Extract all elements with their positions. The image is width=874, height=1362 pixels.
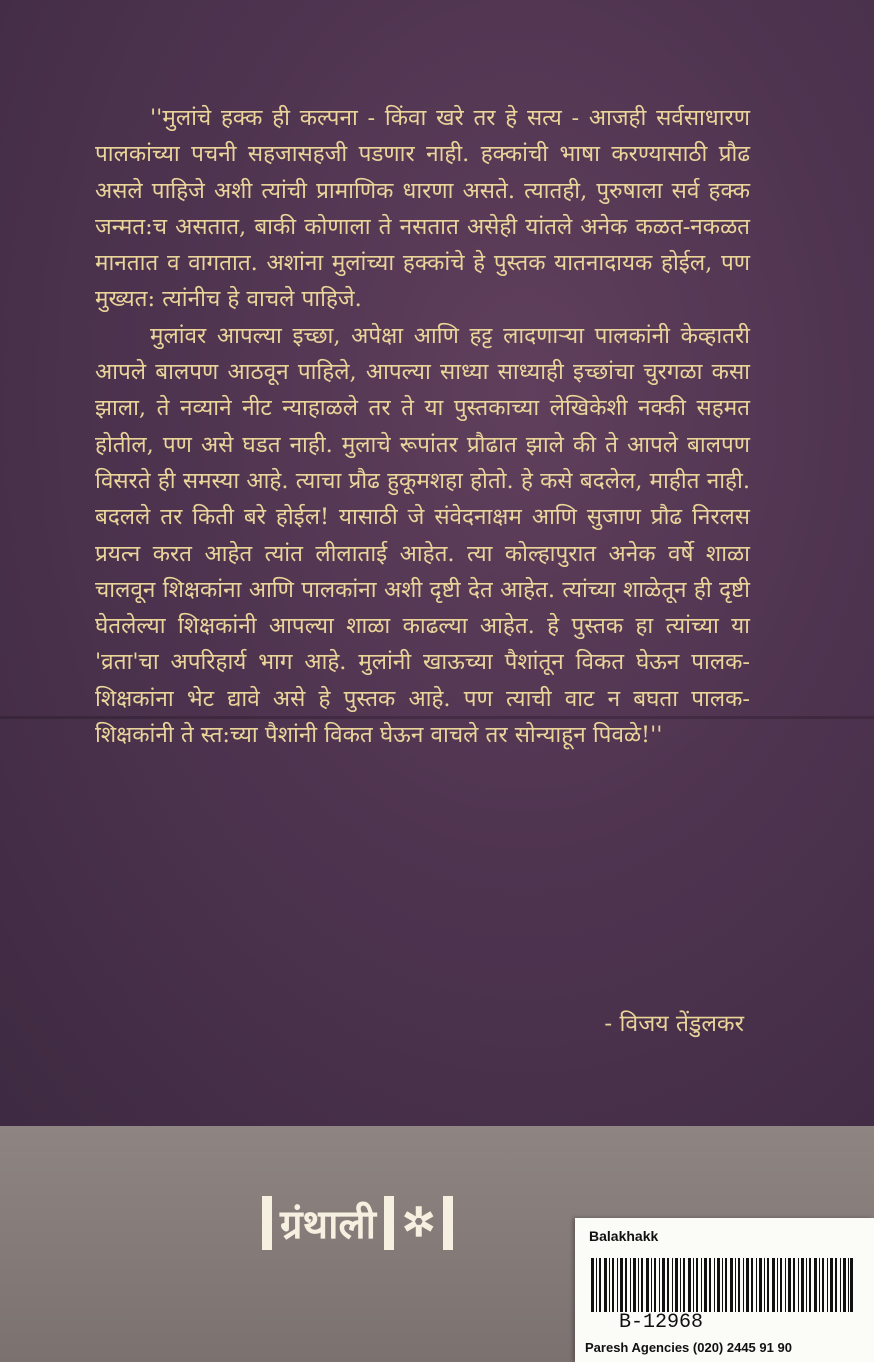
logo-bars-icon (262, 1196, 272, 1250)
author-signature: - विजय तेंडुलकर (604, 1011, 744, 1037)
label-title: Balakhakk (589, 1228, 659, 1244)
library-barcode-label (575, 1218, 874, 1362)
barcode-icon (591, 1258, 853, 1312)
agency-text: Paresh Agencies (020) 2445 91 90 (585, 1340, 792, 1355)
blurb-paragraph-2: मुलांवर आपल्या इच्छा, अपेक्षा आणि हट्ट लादणाऱ्या पालकांनी केव्हातरी आपले बालपण आठवून पाहिले, आपल्या साध्या साध्याही इच्छांचा चुरगळा कसा झाला, ते नव्याने नीट न्याहाळले तर ते या पुस्तकाच्या लेखिकेशी नक्की सहमत होतील, पण असे घडत नाही. मुलाचे रूपांतर प्रौढात झाले की ते आपले बालपण विसरते ही समस्या आहे. त्याचा प्रौढ हुकूमशहा होतो. हे कसे बदलेल, माहीत नाही. बदलले तर किती बरे होईल! यासाठी जे संवेदनाक्षम आणि सुजाण प्रौढ निरलस प्रयत्न करत आहेत त्यांत लीलाताई आहेत. त्या कोल्हापुरात अनेक वर्षे शाळा चालवून शिक्षकांना आणि पालकांना अशी दृष्टी देत आहेत. त्यांच्या शाळेतून ही दृष्टी घेतलेल्या शिक्षकांनी आपल्या शाळा काढल्या आहेत. हे पुस्तक हा त्यांच्या या 'व्रता'चा अपरिहार्य भाग आहे. मुलांनी खाऊच्या पैशांतून विकत घेऊन पालक-शिक्षकांना भेट द्यावे असे हे पुस्तक आहे. पण त्याची वाट न बघता पालक-शिक्षकांनी ते स्त:च्या पैशांनी विकत घेऊन वाचले तर सोन्याहून पिवळे!'' (95, 322, 750, 749)
logo-star-icon: ✲ (401, 1199, 436, 1246)
logo-bars-icon (443, 1196, 453, 1250)
barcode-number: B-12968 (619, 1311, 704, 1334)
blurb-text (95, 100, 750, 753)
blurb-paragraph-1: ''मुलांचे हक्क ही कल्पना - किंवा खरे तर हे सत्य - आजही सर्वसाधारण पालकांच्या पचनी सहजासहजी पडणार नाही. हक्कांची भाषा करण्यासाठी प्रौढ असले पाहिजे अशी त्यांची प्रामाणिक धारणा असते. त्यातही, पुरुषाला सर्व हक्क जन्मत:च असतात, बाकी कोणाला ते नसतात असेही यांतले अनेक कळत-नकळत मानतात व वागतात. अशांना मुलांच्या हक्कांचे हे पुस्तक यातनादायक होईल, पण मुख्यत: त्यांनीच हे वाचले पाहिजे. (95, 105, 750, 313)
logo-bars-icon (384, 1196, 394, 1250)
publisher-logo (262, 1195, 453, 1250)
publisher-name: ग्रंथाली (280, 1201, 376, 1248)
